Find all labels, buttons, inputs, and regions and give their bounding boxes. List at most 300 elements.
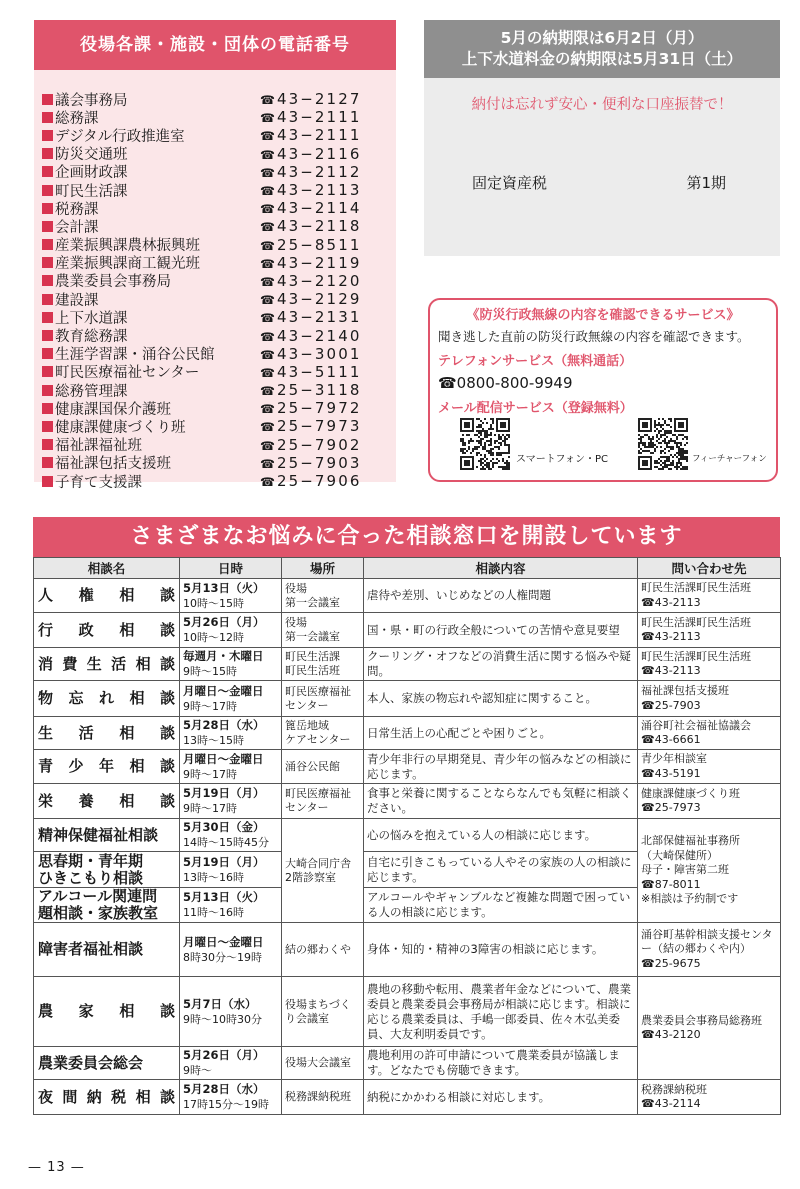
consultation-name-char: 相: [119, 620, 135, 639]
directory-row: [42, 126, 390, 144]
consultation-name-char: 夜: [38, 1087, 54, 1106]
directory-row: [42, 308, 390, 326]
directory-phone-number: 43−2114: [276, 199, 362, 218]
consultation-datetime: [180, 923, 282, 977]
directory-department: 会計課: [55, 219, 99, 236]
directory-phone: [260, 272, 390, 290]
directory-row: [42, 454, 390, 472]
consultation-date: 月曜日〜金曜日: [183, 683, 264, 698]
bullet-square-icon: [42, 457, 53, 468]
consultation-contact: 農業委員会事務局総務班 ☎43-2120: [638, 977, 781, 1080]
directory-row: [42, 90, 390, 108]
consultation-contact: 北部保健福祉事務所 （大崎保健所） 母子・障害第二班 ☎87-8011 ※相談は予約制です: [638, 819, 781, 923]
consultation-datetime: [180, 648, 282, 681]
consultation-name-char: 費: [62, 654, 78, 673]
consultation-contact: 町民生活課町民生活班 ☎43-2113: [638, 613, 781, 648]
directory-department: 生涯学習課・涌谷公民館: [55, 347, 215, 364]
consultation-time: 10時〜15時: [183, 596, 244, 610]
consultation-name: [34, 852, 180, 888]
consultation-name-char: 相: [135, 654, 151, 673]
consultation-row: [34, 784, 781, 819]
qr-smartphone-label: スマートフォン・PC: [516, 454, 609, 465]
directory-department: 町民生活課: [55, 183, 128, 200]
directory-row: [42, 145, 390, 163]
directory-phone-number: 43−2118: [276, 217, 362, 236]
directory-department: 教育総務課: [55, 329, 128, 346]
telephone-icon: ☎: [260, 256, 275, 271]
telephone-icon: ☎: [260, 475, 275, 490]
consultation-row: [34, 1080, 781, 1115]
consultation-name-char: 談: [159, 1002, 175, 1020]
consultation-datetime: [180, 681, 282, 717]
telephone-icon: ☎: [260, 202, 275, 217]
qr-code-featurephone-icon[interactable]: [638, 418, 688, 470]
telephone-icon: ☎: [260, 129, 275, 144]
consultation-table: [33, 557, 781, 1115]
directory-phone-number: 25−8511: [276, 235, 362, 254]
payment-deadline-line2: 上下水道料金の納期限は5月31日（土）: [461, 50, 743, 68]
consultation-contact: 税務課納税班 ☎43-2114: [638, 1080, 781, 1115]
telephone-icon: ☎: [260, 456, 275, 471]
radio-service-description: 聞き逃した直前の防災行政無線の内容を確認できます。: [438, 329, 750, 344]
telephone-icon: ☎: [260, 274, 275, 289]
directory-department: 健康課健康づくり班: [55, 419, 186, 436]
consultation-place: 税務課納税班: [282, 1080, 364, 1115]
consultation-date: 5月7日（水）: [183, 996, 257, 1011]
bullet-square-icon: [42, 403, 53, 414]
directory-phone-number: 43−2116: [276, 144, 362, 163]
payment-tax-name: 固定資産税: [472, 174, 548, 192]
consultation-date: 5月19日（月）: [183, 786, 265, 800]
telephone-icon: ☎: [260, 165, 275, 180]
directory-row: [42, 417, 390, 435]
qr-code-row: [460, 418, 767, 470]
directory-row: [42, 290, 390, 308]
consultation-name-char: 少: [68, 757, 84, 775]
consultation-name-text: [38, 792, 175, 811]
consultation-name-char: 物: [38, 689, 54, 707]
directory-department: 産業振興課商工観光班: [55, 256, 200, 273]
directory-department: 防災交通班: [55, 147, 128, 164]
telephone-icon: ☎: [260, 238, 275, 253]
consultation-name-char: 相: [129, 689, 145, 707]
consultation-content: クーリング・オフなどの消費生活に関する悩みや疑問。: [364, 648, 638, 681]
consultation-place: 結の郷わくや: [282, 923, 364, 977]
payment-tax-period: 第1期: [686, 174, 726, 192]
bullet-square-icon: [42, 185, 53, 196]
directory-phone: [260, 381, 390, 399]
consultation-datetime: [180, 977, 282, 1047]
bullet-square-icon: [42, 112, 53, 123]
directory-phone: [260, 126, 390, 144]
bullet-square-icon: [42, 130, 53, 141]
directory-phone: [260, 254, 390, 272]
directory-row: [42, 236, 390, 254]
bullet-square-icon: [42, 203, 53, 214]
directory-phone-number: 43−2129: [276, 290, 362, 309]
consultation-name-char: 生: [38, 723, 54, 742]
consultation-name-text: [38, 724, 175, 743]
telephone-service-number: ☎0800-800-9949: [438, 374, 573, 392]
consultation-name-char: 相: [119, 723, 135, 742]
directory-phone-number: 25−7906: [276, 472, 362, 491]
directory-row: [42, 108, 390, 126]
consultation-name: [34, 750, 180, 784]
consultation-place: 町民生活課 町民生活班: [282, 648, 364, 681]
consultation-date: 月曜日〜金曜日: [183, 751, 264, 766]
consultation-name-char: 年: [98, 757, 114, 775]
directory-phone: [260, 308, 390, 326]
telephone-icon: ☎: [260, 402, 275, 417]
consultation-name: [34, 1047, 180, 1080]
directory-row: [42, 436, 390, 454]
directory-department: 福祉課包括支援班: [55, 456, 171, 473]
payment-subtitle: 納付は忘れず安心・便利な口座振替で！: [471, 97, 733, 113]
consultation-name-char: 活: [111, 654, 127, 673]
header-datetime: 日時: [180, 558, 282, 579]
consultation-datetime: [180, 1047, 282, 1080]
consultation-name-char: れ: [98, 689, 114, 707]
consultation-date: 5月28日（水）: [183, 1082, 265, 1096]
consultation-row: [34, 648, 781, 681]
consultation-place: 篦岳地域 ケアセンター: [282, 717, 364, 750]
consultation-content: 農地利用の許可申請について農業委員が協議します。どなたでも傍聴できます。: [364, 1047, 638, 1080]
consultation-name-char: 消: [38, 654, 54, 673]
consultation-row: [34, 717, 781, 750]
consultation-datetime: [180, 750, 282, 784]
consultation-name: [34, 1080, 180, 1115]
directory-department: 建設課: [55, 292, 99, 309]
consultation-place: 役場まちづく り会議室: [282, 977, 364, 1047]
consultation-time: 13時〜15時: [183, 734, 244, 747]
consultation-name-char: 談: [159, 689, 175, 707]
consultation-place: 涌谷公民館: [282, 750, 364, 784]
consultation-content: 国・県・町の行政全般についての苦情や意見要望: [364, 613, 638, 648]
telephone-icon: ☎: [260, 384, 275, 399]
consultation-name-char: 養: [78, 791, 94, 810]
directory-phone: [260, 327, 390, 345]
consultation-content: 心の悩みを抱えている人の相談に応じます。: [364, 819, 638, 852]
consultation-name-char: 政: [78, 620, 94, 639]
consultation-section: [33, 517, 780, 1115]
telephone-icon: ☎: [260, 347, 275, 362]
consultation-datetime: [180, 852, 282, 888]
bullet-square-icon: [42, 294, 53, 305]
consultation-name-char: 権: [78, 586, 94, 604]
consultation-place: 役場 第一会議室: [282, 579, 364, 613]
bullet-square-icon: [42, 257, 53, 268]
directory-row: [42, 272, 390, 290]
consultation-name: [34, 819, 180, 852]
directory-department: 健康課国保介護班: [55, 401, 171, 418]
consultation-name-char: 行: [38, 620, 54, 639]
consultation-name-text: [38, 586, 175, 605]
directory-phone: [260, 345, 390, 363]
telephone-icon: ☎: [260, 184, 275, 199]
consultation-date: 月曜日〜金曜日: [183, 934, 264, 949]
telephone-icon: ☎: [260, 365, 275, 380]
radio-service-panel: [428, 298, 778, 482]
consultation-row: [34, 750, 781, 784]
directory-phone: [260, 199, 390, 217]
consultation-row: [34, 681, 781, 717]
telephone-icon: ☎: [260, 220, 275, 235]
bullet-square-icon: [42, 221, 53, 232]
directory-phone-number: 43−2120: [276, 271, 362, 290]
payment-deadline-header: [424, 20, 780, 78]
directory-phone-number: 43−2127: [276, 90, 362, 109]
directory-phone-number: 43−2111: [276, 126, 362, 145]
directory-row: [42, 254, 390, 272]
consultation-datetime: [180, 613, 282, 648]
consultation-name-char: 忘: [68, 689, 84, 707]
directory-department: 企画財政課: [55, 165, 128, 182]
directory-department: 上下水道課: [55, 310, 128, 327]
telephone-icon: ☎: [260, 93, 275, 108]
directory-phone-number: 43−2140: [276, 326, 362, 345]
consultation-time: 8時30分〜19時: [183, 950, 262, 964]
telephone-icon: ☎: [260, 111, 275, 126]
consultation-place: 役場 第一会議室: [282, 613, 364, 648]
consultation-name: [34, 579, 180, 613]
bullet-square-icon: [42, 348, 53, 359]
directory-row: [42, 345, 390, 363]
consultation-name-char: 活: [78, 723, 94, 742]
consultation-time: 9時〜10時30分: [183, 1012, 262, 1026]
consultation-name-char: 相: [119, 1002, 135, 1020]
header-consultation-name: 相談名: [34, 558, 180, 579]
telephone-service-label: テレフォンサービス（無料通話）: [438, 354, 633, 369]
consultation-name-text: [38, 1002, 175, 1021]
consultation-name-char: 談: [159, 1087, 175, 1106]
consultation-time: 9時〜15時: [183, 665, 237, 678]
consultation-name-text: [38, 757, 175, 776]
consultation-contact: 青少年相談室 ☎43-5191: [638, 750, 781, 784]
consultation-name-char: 相: [119, 791, 135, 810]
qr-featurephone-label: フィーチャーフォン: [692, 454, 767, 464]
consultation-name-char: 談: [159, 791, 175, 810]
consultation-name-char: 相: [135, 1087, 151, 1106]
consultation-time: 10時〜12時: [183, 631, 244, 644]
consultation-name: [34, 681, 180, 717]
consultation-time: 17時15分〜19時: [183, 1098, 269, 1111]
bullet-square-icon: [42, 94, 53, 105]
directory-department: 総務課: [55, 110, 99, 127]
consultation-name-text: [38, 655, 175, 674]
payment-tax-item: [472, 172, 726, 193]
consultation-name-char: 談: [159, 620, 175, 639]
header-contact: 問い合わせ先: [638, 558, 781, 579]
mail-service-label: メール配信サービス（登録無料）: [438, 401, 633, 416]
directory-phone-number: 25−3118: [276, 381, 362, 400]
consultation-time: 9時〜17時: [183, 699, 237, 713]
consultation-date: 5月26日（月）: [183, 615, 265, 629]
directory-row: [42, 163, 390, 181]
directory-row: [42, 399, 390, 417]
consultation-row: [34, 613, 781, 648]
directory-phone-number: 43−2111: [276, 108, 362, 127]
consultation-name-char: 談: [159, 723, 175, 742]
radio-service-title: 《防災行政無線の内容を確認できるサービス》: [466, 308, 740, 323]
consultation-content: 食事と栄養に関することならなんでも気軽に相談ください。: [364, 784, 638, 819]
directory-phone-number: 25−7903: [276, 453, 362, 472]
telephone-icon: ☎: [260, 311, 275, 326]
consultation-time: 13時〜16時: [183, 870, 244, 884]
consultation-row: [34, 819, 781, 852]
consultation-content: 虐待や差別、いじめなどの人権問題: [364, 579, 638, 613]
directory-department: 町民医療福祉センター: [55, 365, 200, 382]
consultation-datetime: [180, 819, 282, 852]
consultation-name-char: 相: [129, 757, 145, 775]
directory-phone: [260, 472, 390, 490]
consultation-name: [34, 717, 180, 750]
page-number: — 13 —: [28, 1160, 85, 1175]
directory-phone-number: 43−2113: [276, 181, 362, 200]
directory-phone: [260, 163, 390, 181]
directory-phone: [260, 399, 390, 417]
directory-department: 議会事務局: [55, 92, 128, 109]
consultation-content: 日常生活上の心配ごとや困りごと。: [364, 717, 638, 750]
directory-phone: [260, 290, 390, 308]
bullet-square-icon: [42, 385, 53, 396]
payment-deadline-panel: [424, 20, 780, 256]
consultation-contact: 健康課健康づくり班 ☎25-7973: [638, 784, 781, 819]
consultation-name: [34, 923, 180, 977]
phone-directory: [34, 20, 396, 491]
directory-row: [42, 472, 390, 490]
consultation-name-text: [38, 1088, 175, 1107]
directory-row: [42, 381, 390, 399]
consultation-name: [34, 888, 180, 923]
consultation-datetime: [180, 717, 282, 750]
consultation-time: 14時〜15時45分: [183, 836, 269, 849]
directory-phone: [260, 217, 390, 235]
consultation-name-char: 生: [86, 654, 102, 673]
consultation-date: 5月28日（水）: [183, 718, 265, 732]
consultation-content: 身体・知的・精神の3障害の相談に応じます。: [364, 923, 638, 977]
directory-department: 産業振興課農林振興班: [55, 238, 200, 255]
consultation-name-char: 納: [86, 1087, 102, 1106]
consultation-contact: 町民生活課町民生活班 ☎43-2113: [638, 579, 781, 613]
directory-department: 税務課: [55, 201, 99, 218]
consultation-datetime: [180, 784, 282, 819]
qr-code-smartphone-icon[interactable]: [460, 418, 510, 470]
consultation-name-char: 家: [78, 1002, 94, 1020]
bullet-square-icon: [42, 239, 53, 250]
consultation-name-char: 談: [159, 586, 175, 604]
consultation-date: 5月13日（火）: [183, 890, 265, 904]
bullet-square-icon: [42, 330, 53, 341]
directory-department: 福祉課福祉班: [55, 438, 142, 455]
consultation-title: さまざまなお悩みに合った相談窓口を開設しています: [33, 517, 780, 557]
directory-phone-number: 25−7973: [276, 417, 362, 436]
bullet-square-icon: [42, 476, 53, 487]
bullet-square-icon: [42, 439, 53, 450]
consultation-content: 青少年非行の早期発見、青少年の悩みなどの相談に応じます。: [364, 750, 638, 784]
directory-phone-number: 43−2131: [276, 308, 362, 327]
consultation-name-text: [38, 621, 175, 640]
consultation-header-row: [34, 558, 781, 579]
telephone-icon: ☎: [260, 438, 275, 453]
consultation-name: [34, 784, 180, 819]
consultation-place: 町民医療福祉 センター: [282, 681, 364, 717]
consultation-time: 9時〜: [183, 1064, 212, 1077]
consultation-place: 役場大会議室: [282, 1047, 364, 1080]
directory-row: [42, 363, 390, 381]
directory-row: [42, 181, 390, 199]
consultation-name-char: 栄: [38, 791, 54, 810]
consultation-content: 自宅に引きこもっている人やその家族の人の相談に応じます。: [364, 852, 638, 888]
bullet-square-icon: [42, 312, 53, 323]
consultation-name-text: 農業委員会総会: [38, 1053, 144, 1072]
directory-phone: [260, 90, 390, 108]
bullet-square-icon: [42, 148, 53, 159]
payment-deadline-line1: 5月の納期限は6月2日（月）: [500, 29, 704, 47]
directory-phone: [260, 236, 390, 254]
directory-phone-number: 25−7902: [276, 435, 362, 454]
consultation-time: 9時〜17時: [183, 802, 237, 815]
consultation-place: 町民医療福祉 センター: [282, 784, 364, 819]
telephone-icon: ☎: [260, 147, 275, 162]
consultation-name-char: 農: [38, 1002, 54, 1020]
consultation-name-char: 青: [38, 757, 54, 775]
consultation-name-text: 思春期・青年期 ひきこもり相談: [38, 851, 144, 887]
consultation-date: 5月26日（月）: [183, 1048, 265, 1062]
consultation-name-text: 障害者福祉相談: [38, 940, 144, 958]
consultation-name: [34, 648, 180, 681]
bullet-square-icon: [42, 166, 53, 177]
directory-phone-number: 25−7972: [276, 399, 362, 418]
directory-department: デジタル行政推進室: [55, 128, 185, 145]
consultation-datetime: [180, 579, 282, 613]
consultation-name-char: 税: [111, 1087, 127, 1106]
telephone-icon: ☎: [260, 420, 275, 435]
consultation-name-text: [38, 689, 175, 708]
bullet-square-icon: [42, 366, 53, 377]
directory-phone: [260, 436, 390, 454]
directory-phone-number: 43−5111: [276, 362, 362, 381]
consultation-row: [34, 977, 781, 1047]
consultation-contact: 涌谷町社会福祉協議会 ☎43-6661: [638, 717, 781, 750]
directory-row: [42, 326, 390, 344]
consultation-contact: 福祉課包括支援班 ☎25-7903: [638, 681, 781, 717]
consultation-date: 5月30日（金）: [183, 820, 265, 834]
bullet-square-icon: [42, 421, 53, 432]
consultation-name-char: 人: [38, 586, 54, 604]
consultation-name: [34, 613, 180, 648]
consultation-name-char: 相: [119, 586, 135, 604]
consultation-content: 納税にかかわる相談に対応します。: [364, 1080, 638, 1115]
phone-directory-list: [34, 70, 396, 490]
directory-phone: [260, 108, 390, 126]
consultation-row: [34, 923, 781, 977]
consultation-name-char: 間: [62, 1087, 78, 1106]
consultation-date: 5月13日（火）: [183, 580, 265, 595]
directory-phone: [260, 417, 390, 435]
directory-department: 農業委員会事務局: [55, 274, 171, 291]
consultation-datetime: [180, 888, 282, 923]
telephone-icon: ☎: [260, 329, 275, 344]
directory-phone-number: 43−3001: [276, 344, 362, 363]
consultation-contact: 町民生活課町民生活班 ☎43-2113: [638, 648, 781, 681]
directory-phone: [260, 145, 390, 163]
directory-row: [42, 217, 390, 235]
directory-phone-number: 43−2119: [276, 253, 362, 272]
consultation-name: [34, 977, 180, 1047]
consultation-date: 毎週月・木曜日: [183, 649, 264, 663]
directory-phone: [260, 181, 390, 199]
bullet-square-icon: [42, 275, 53, 286]
